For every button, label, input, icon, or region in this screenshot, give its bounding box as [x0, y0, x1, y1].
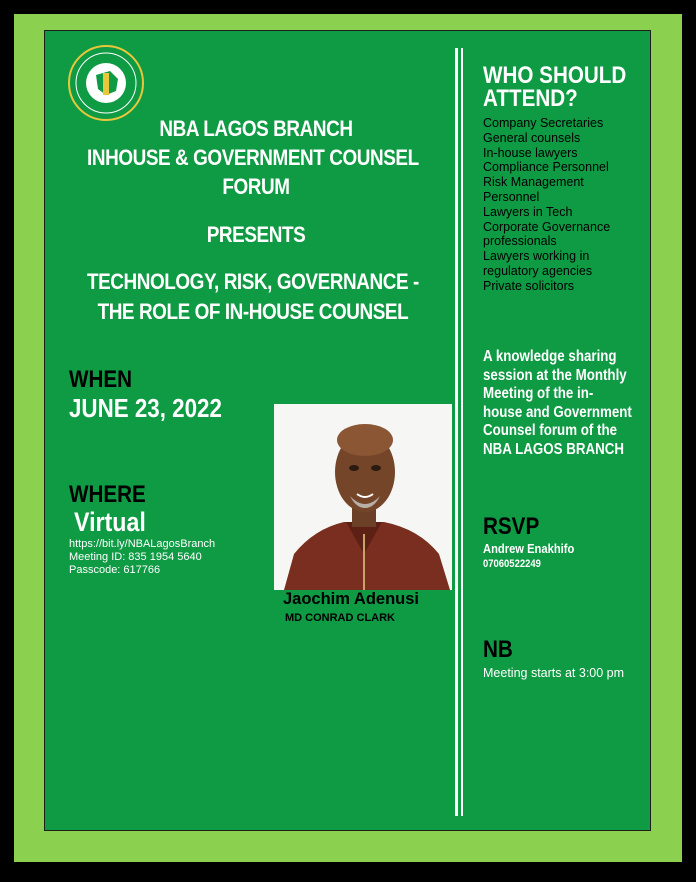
about-line: Meeting of the in- — [483, 385, 594, 403]
forum-title-line1: INHOUSE & GOVERNMENT COUNSEL — [87, 145, 419, 170]
list-item: professionals — [483, 234, 557, 249]
list-item: Company Secretaries — [483, 116, 604, 130]
divider-left — [455, 48, 458, 816]
forum-title-line2: FORUM — [222, 174, 290, 199]
venue-mode: Virtual — [74, 507, 146, 537]
rsvp-name: Andrew Enakhifo — [483, 541, 575, 556]
speaker-name: Jaochim Adenusi — [283, 590, 420, 608]
about-line: A knowledge sharing — [483, 348, 617, 365]
list-item: Risk Management — [483, 175, 584, 190]
nba-logo — [66, 45, 146, 121]
attend-heading — [483, 64, 626, 110]
event-date: JUNE 23, 2022 — [69, 393, 222, 423]
about-line: house and Government — [483, 403, 632, 421]
nb-text: Meeting starts at 3:00 pm — [483, 666, 625, 680]
topic-line1: TECHNOLOGY, RISK, GOVERNANCE - — [86, 269, 419, 294]
list-item: Lawyers working in — [483, 249, 590, 264]
rsvp-label: RSVP — [483, 513, 540, 540]
speaker-title: MD CONRAD CLARK — [285, 612, 395, 624]
branch-title: NBA LAGOS BRANCH — [159, 116, 353, 141]
meeting-id: Meeting ID: 835 1954 5640 — [69, 551, 202, 563]
list-item: Lawyers in Tech — [483, 204, 573, 219]
speaker-photo — [274, 404, 452, 590]
list-item: regulatory agencies — [483, 263, 593, 278]
about-text — [483, 348, 655, 460]
list-item: Personnel — [483, 189, 540, 204]
list-item: Compliance Personnel — [483, 160, 609, 175]
where-label: WHERE — [69, 481, 146, 508]
list-item: Private solicitors — [483, 278, 574, 293]
about-line: session at the Monthly — [483, 366, 627, 384]
meeting-link[interactable]: https://bit.ly/NBALagosBranch — [69, 538, 216, 550]
when-label: WHEN — [69, 366, 133, 393]
rsvp-phone[interactable]: 07060522249 — [483, 558, 541, 570]
list-item: Corporate Governance — [483, 219, 611, 234]
about-line: NBA LAGOS BRANCH — [483, 440, 624, 458]
meeting-passcode: Passcode: 617766 — [69, 564, 161, 576]
attend-heading-line1: WHO SHOULD — [483, 62, 627, 89]
nb-label: NB — [483, 636, 513, 663]
topic-line2: THE ROLE OF IN-HOUSE COUNSEL — [97, 299, 409, 324]
about-line: Counsel forum of the — [483, 422, 618, 440]
attend-heading-line2: ATTEND? — [483, 85, 578, 112]
divider-right — [461, 48, 463, 816]
list-item: General counsels — [483, 130, 581, 145]
attend-list — [483, 116, 610, 294]
speaker-portrait — [274, 404, 452, 590]
presents-label: PRESENTS — [206, 222, 306, 247]
list-item: In-house lawyers — [483, 145, 578, 160]
